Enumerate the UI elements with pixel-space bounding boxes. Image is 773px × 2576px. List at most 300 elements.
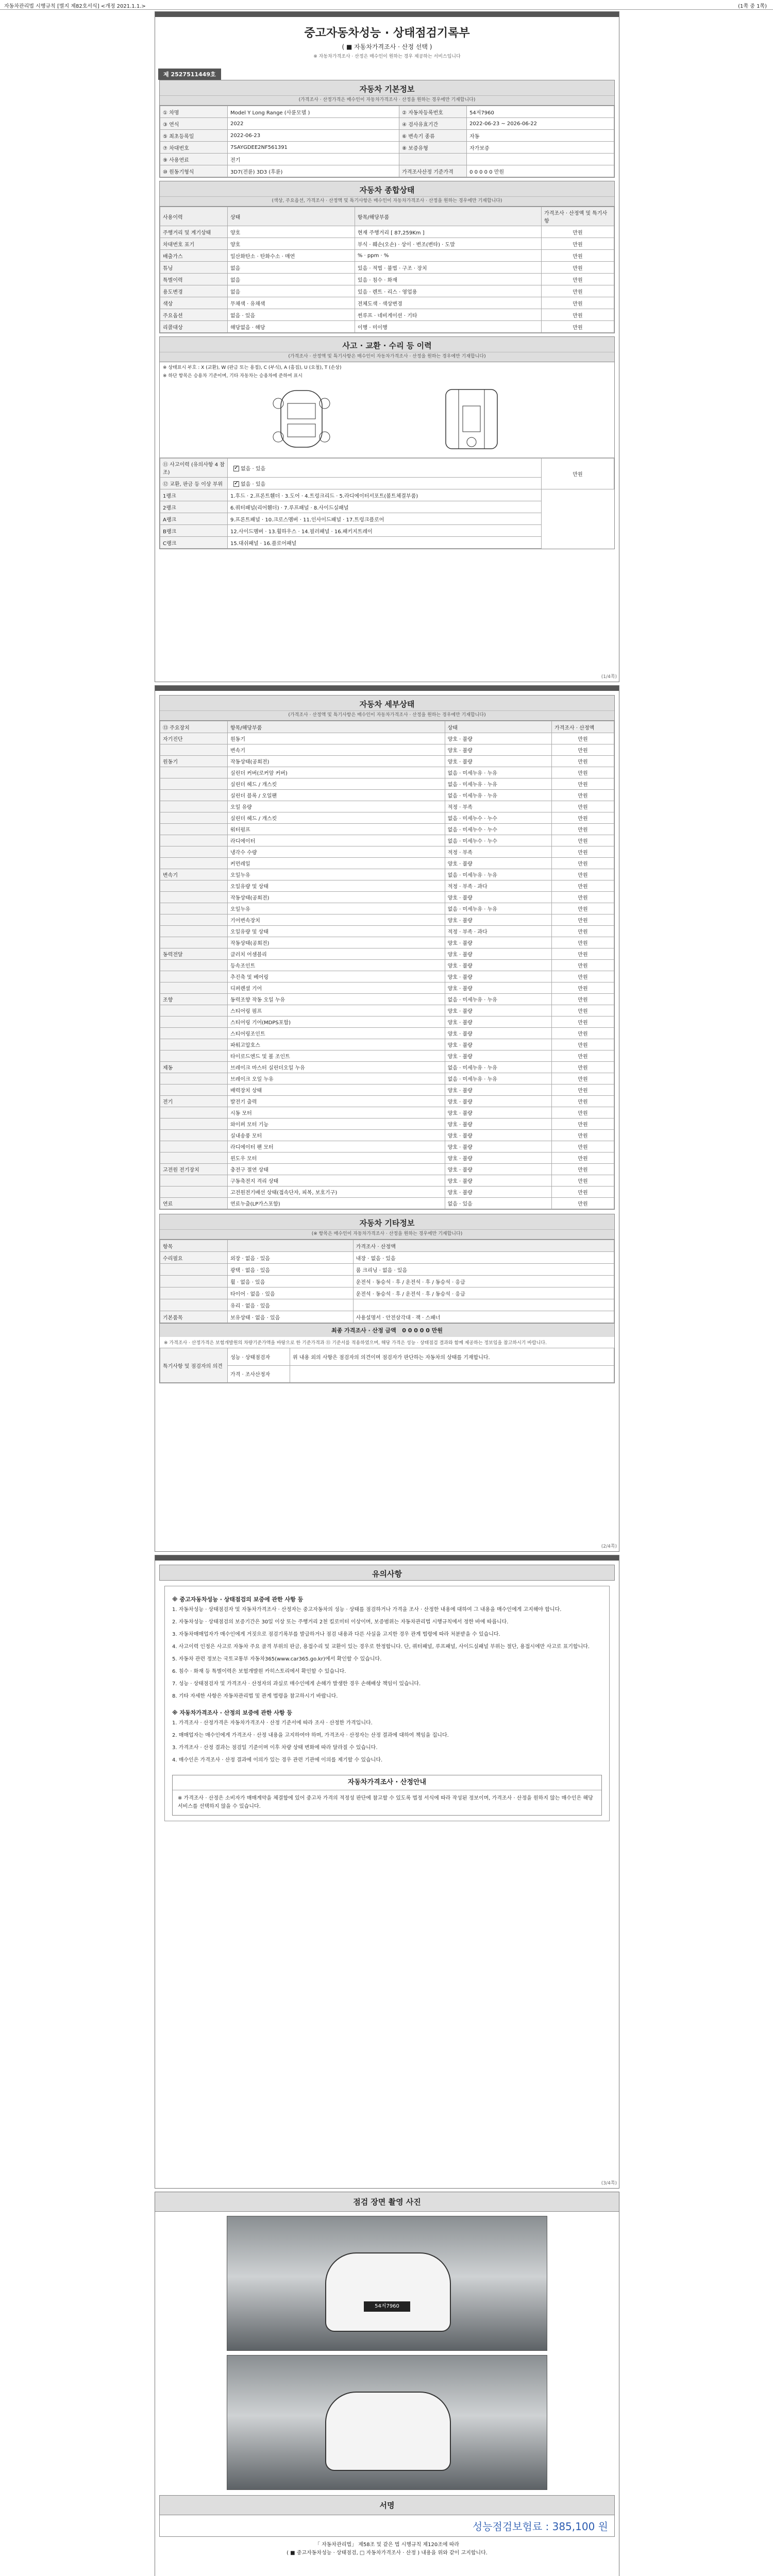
total-note: ※ 가격조사 · 산정가격은 보험개발원의 차량기준가액을 바탕으로 한 기준가격과 ⑪ 기준서를 적용하였으며, 해당 가격은 성능 · 상태점검 결과와 함께 제공하는 정보임을 참고하시기 바랍니다. [164, 1341, 547, 1346]
detail-group [160, 1153, 228, 1164]
checkbox-checked-icon [233, 481, 239, 487]
inspection-photo-front [227, 2216, 547, 2351]
basic-label: ⑩ 원동기형식 [160, 165, 228, 177]
other-item-a: 휠 · 없음 · 있음 [228, 1276, 354, 1287]
detail-state: 양호 · 불량 [445, 1118, 551, 1130]
detail-price: 만원 [552, 835, 614, 846]
detail-col-header: 상태 [445, 721, 551, 733]
detail-price: 만원 [552, 778, 614, 790]
detail-row [160, 1062, 614, 1073]
detail-state: 양호 · 불량 [445, 1050, 551, 1062]
confirm-box [172, 1775, 602, 1816]
detail-state: 양호 · 불량 [445, 892, 551, 903]
detail-row [160, 1130, 614, 1141]
form-reference: 자동차관리법 시행규칙 [별지 제82호서식] <개정 2021.1.1.> [4, 4, 146, 9]
detail-state: 양호 · 불량 [445, 858, 551, 869]
summary-item: 특별이력 [160, 274, 228, 285]
detail-group: 조향 [160, 994, 228, 1005]
summary-detail: 이행 · 미이행 [355, 321, 541, 333]
detail-part: 냉각수 수량 [228, 846, 445, 858]
summary-detail: 있음 · 렌트 · 리스 · 영업용 [355, 285, 541, 297]
accident-parts: 1.후드 · 2.프론트휀더 · 3.도어 · 4.트렁크리드 · 5.라디에이터서포트(볼트체결부품) [228, 489, 542, 501]
summary-price: 만원 [542, 297, 614, 309]
detail-price: 만원 [552, 1130, 614, 1141]
detail-row [160, 846, 614, 858]
detail-state: 없음 · 미세누유 · 누유 [445, 869, 551, 880]
basic-value [467, 154, 614, 165]
summary-state: 해당없음 · 해당 [228, 321, 355, 333]
summary-row [160, 274, 614, 285]
page-mark: (1/4쪽) [601, 674, 617, 680]
summary-row [160, 321, 614, 333]
other-row [160, 1264, 614, 1276]
detail-group [160, 835, 228, 846]
special-inspector: 성능 · 상태점검자 [228, 1348, 290, 1366]
other-item-b: 내장 · 없음 · 있음 [353, 1252, 614, 1264]
detail-part: 원동기 [228, 733, 445, 744]
detail-price: 만원 [552, 1175, 614, 1187]
detail-row [160, 824, 614, 835]
detail-group [160, 1050, 228, 1062]
checkbox-checked-icon [233, 466, 239, 471]
other-group [160, 1264, 228, 1276]
summary-row [160, 309, 614, 321]
detail-group [160, 824, 228, 835]
detail-state: 양호 · 불량 [445, 756, 551, 767]
page-3 [155, 1555, 619, 2189]
detail-part: 오일누유 [228, 903, 445, 914]
summary-item: 용도변경 [160, 285, 228, 297]
detail-group [160, 960, 228, 971]
other-group [160, 1276, 228, 1287]
detail-state: 없음 · 미세누수 · 누수 [445, 835, 551, 846]
detail-price: 만원 [552, 880, 614, 892]
detail-row [160, 1107, 614, 1118]
accident-group-row [160, 501, 614, 513]
page-2 [155, 685, 619, 1552]
other-item-a: 외장 · 없음 · 있음 [228, 1252, 354, 1264]
detail-price: 만원 [552, 756, 614, 767]
detail-row [160, 1005, 614, 1016]
detail-price: 만원 [552, 1084, 614, 1096]
detail-row [160, 835, 614, 846]
basic-value: 전기 [228, 154, 399, 165]
summary-table [160, 207, 614, 333]
detail-row [160, 812, 614, 824]
detail-group [160, 971, 228, 982]
accident-rank: C랭크 [160, 537, 228, 549]
basic-info-row [160, 118, 614, 130]
detail-state: 없음 · 미세누유 · 누유 [445, 1073, 551, 1084]
detail-part: 파워고압호스 [228, 1039, 445, 1050]
special-appraiser: 가격 · 조사산정자 [228, 1365, 290, 1383]
detail-part: 윈도우 모터 [228, 1153, 445, 1164]
accident-parts: 9.프론트패널 · 10.크로스멤버 · 11.인사이드패널 · 17.트렁크플로어 [228, 513, 542, 525]
detail-state: 양호 · 불량 [445, 744, 551, 756]
other-row [160, 1276, 614, 1287]
detail-row [160, 971, 614, 982]
total-label: 최종 가격조사 · 산정 금액 [331, 1327, 396, 1334]
notice-item: 4. 사고이력 인정은 사고로 자동차 주요 골격 부위의 판금, 용접수리 및 교환이 있는 경우로 한정합니다. 단, 쿼터패널, 루프패널, 사이드실패널 부위는 절단, 용접시에만 사고로 표기합니다. [172, 1644, 590, 1650]
detail-part: 워터펌프 [228, 824, 445, 835]
detail-state: 양호 · 불량 [445, 937, 551, 948]
basic-value: 2022-06-23 [228, 130, 399, 142]
detail-group [160, 1073, 228, 1084]
summary-col-header: 가격조사 · 산정액 및 특기사항 [542, 207, 614, 226]
summary-price: 만원 [542, 321, 614, 333]
detail-row [160, 1028, 614, 1039]
accident-group-row [160, 489, 614, 501]
detail-price: 만원 [552, 1118, 614, 1130]
other-group: 기본품목 [160, 1311, 228, 1323]
detail-price: 만원 [552, 903, 614, 914]
basic-label: ④ 검사유효기간 [399, 118, 467, 130]
basic-value: 2022 [228, 118, 399, 130]
notice-section [159, 1565, 615, 1821]
detail-state: 양호 · 불량 [445, 1175, 551, 1187]
detail-state: 적정 · 부족 [445, 846, 551, 858]
other-item-b: 사용설명서 · 안전삼각대 · 잭 · 스패너 [353, 1311, 614, 1323]
detail-part: 브레이크 오일 누유 [228, 1073, 445, 1084]
detail-price: 만원 [552, 1198, 614, 1209]
detail-state: 양호 · 불량 [445, 960, 551, 971]
other-group: 수리필요 [160, 1252, 228, 1264]
basic-label: ⑥ 변속기 종류 [399, 130, 467, 142]
detail-group [160, 926, 228, 937]
accident-parts: 12.사이드멤버 · 13.휠하우스 · 14.필러패널 · 16.패키지트레이 [228, 525, 542, 537]
notice-item: 8. 기타 자세한 사항은 자동차관리법 및 관계 법령을 참고하시기 바랍니다. [172, 1693, 338, 1699]
summary-item: 색상 [160, 297, 228, 309]
detail-part: 실린더 헤드 / 개스킷 [228, 812, 445, 824]
detail-state: 양호 · 불량 [445, 1016, 551, 1028]
other-item-b [353, 1299, 614, 1311]
summary-row [160, 297, 614, 309]
detail-state: 양호 · 불량 [445, 1164, 551, 1175]
document-number: 제 2527511449호 [158, 69, 221, 80]
detail-part: 구동축전지 격리 상태 [228, 1175, 445, 1187]
basic-info-row [160, 142, 614, 154]
detail-group [160, 846, 228, 858]
detail-part: 오일유량 및 상태 [228, 926, 445, 937]
detail-price: 만원 [552, 1107, 614, 1118]
detail-state: 적정 · 부족 [445, 801, 551, 812]
detail-group [160, 1039, 228, 1050]
basic-info-note: (가격조사 · 산정가격은 매수인이 자동차가격조사 · 산정을 원하는 경우에만 기재합니다) [160, 96, 614, 106]
page-mark: (3/4쪽) [601, 2181, 617, 2186]
summary-title: 자동차 종합상태 [160, 181, 614, 197]
detail-part: 오일누유 [228, 869, 445, 880]
detail-part: 작동상태(공회전) [228, 756, 445, 767]
basic-value: 3D7(전륜) 3D3 (후륜) [228, 165, 399, 177]
detail-state: 양호 · 불량 [445, 1187, 551, 1198]
detail-row [160, 948, 614, 960]
other-item-a: 광택 · 없음 · 있음 [228, 1264, 354, 1276]
detail-state: 없음 · 미세누수 · 누수 [445, 812, 551, 824]
detail-state: 양호 · 불량 [445, 1096, 551, 1107]
summary-detail: 있음 · 적법 · 불법 · 구조 · 장치 [355, 262, 541, 274]
detail-price: 만원 [552, 926, 614, 937]
notice-item: 4. 매수인은 가격조사 · 산정 결과에 이의가 있는 경우 관련 기관에 이의를 제기할 수 있습니다. [172, 1757, 383, 1763]
detail-row [160, 1039, 614, 1050]
detail-row [160, 790, 614, 801]
other-col-header: 가격조사 · 산정액 [353, 1240, 614, 1252]
basic-value: Model Y Long Range (사륜모델 ) [228, 106, 399, 118]
detail-part: 오일 유량 [228, 801, 445, 812]
accident-legend-2: ※ 하단 항목은 승용차 기준이며, 기타 자동차는 승용차에 준하여 표시 [163, 374, 303, 379]
detail-group [160, 790, 228, 801]
summary-detail: 썬루프 · 네비게이션 · 기타 [355, 309, 541, 321]
total-value: 0 0 0 0 0 만원 [402, 1327, 443, 1334]
detail-state: 양호 · 불량 [445, 1039, 551, 1050]
detail-note: (가격조사 · 산정액 및 특기사항은 매수인이 자동차가격조사 · 산정을 원하는 경우에만 기재합니다) [160, 711, 614, 721]
detail-state: 적정 · 부족 · 과다 [445, 926, 551, 937]
detail-state: 양호 · 불량 [445, 1107, 551, 1118]
detail-row [160, 914, 614, 926]
photos-title: 점검 장면 촬영 사진 [155, 2192, 619, 2212]
detail-group: 원동기 [160, 756, 228, 767]
detail-state: 양호 · 불량 [445, 1141, 551, 1153]
detail-part: 충전구 절연 상태 [228, 1164, 445, 1175]
detail-part: 실린더 커버(로커암 커버) [228, 767, 445, 778]
detail-row [160, 1153, 614, 1164]
detail-part: 고전원전기배선 상태(접속단자, 피복, 보호기구) [228, 1187, 445, 1198]
insurance-fee [159, 2515, 615, 2537]
detail-price: 만원 [552, 892, 614, 903]
detail-part: 배력장치 상태 [228, 1084, 445, 1096]
detail-row [160, 1073, 614, 1084]
basic-label: ⑤ 최초등록일 [160, 130, 228, 142]
detail-price: 만원 [552, 1096, 614, 1107]
accident-legend: ※ 상태표시 부호 : X (교환), W (판금 또는 용접), C (부식), A (흠집), U (요철), T (손상) [163, 365, 342, 370]
accident-parts: 6.쿼터패널(리어휀더) · 7.루프패널 · 8.사이드실패널 [228, 501, 542, 513]
detail-price: 만원 [552, 869, 614, 880]
detail-price: 만원 [552, 1039, 614, 1050]
detail-part: 실내송풍 모터 [228, 1130, 445, 1141]
summary-state: 양호 [228, 238, 355, 250]
detail-state: 양호 · 불량 [445, 1028, 551, 1039]
accident-section [159, 336, 615, 549]
detail-part: 변속기 [228, 744, 445, 756]
detail-part: 추진축 및 베어링 [228, 971, 445, 982]
detail-price: 만원 [552, 1073, 614, 1084]
basic-info-row [160, 165, 614, 177]
accident-note: (가격조사 · 산정액 및 특기사항은 매수인이 자동차가격조사 · 산정을 원하는 경우에만 기재합니다) [160, 352, 614, 362]
notice-item: 5. 자동차 관련 정보는 국토교통부 자동차365(www.car365.go.kr)에서 확인할 수 있습니다. [172, 1656, 382, 1662]
summary-row [160, 226, 614, 238]
detail-group [160, 1005, 228, 1016]
detail-state: 양호 · 불량 [445, 1130, 551, 1141]
summary-state: 없음 [228, 285, 355, 297]
detail-price: 만원 [552, 982, 614, 994]
detail-group [160, 1187, 228, 1198]
special-table [160, 1348, 614, 1383]
detail-price: 만원 [552, 1187, 614, 1198]
summary-price: 만원 [542, 274, 614, 285]
detail-state: 적정 · 부족 · 과다 [445, 880, 551, 892]
summary-price: 만원 [542, 285, 614, 297]
accident-rank: B랭크 [160, 525, 228, 537]
detail-price: 만원 [552, 960, 614, 971]
car-photo-icon [325, 2252, 451, 2332]
special-text: 위 내용 외의 사항은 점검자의 의견이며 점검자가 판단하는 자동차의 상태를 기재합니다. [290, 1348, 614, 1366]
detail-row [160, 1175, 614, 1187]
detail-group [160, 982, 228, 994]
notice-item: 1. 자동차성능 · 상태점검자 및 자동차가격조사 · 산정자는 중고자동차의 성능 · 상태를 점검하거나 가격을 조사 · 산정한 내용에 대하여 그 내용을 매수인에게 고지해야 합니다. [172, 1607, 562, 1613]
sign-title: 서명 [159, 2495, 615, 2515]
document-header-strip [0, 0, 773, 10]
summary-detail: % · ppm · % [355, 250, 541, 262]
summary-item: 리콜대상 [160, 321, 228, 333]
detail-row [160, 869, 614, 880]
summary-item: 주요옵션 [160, 309, 228, 321]
page-1 [155, 11, 619, 682]
detail-part: 스티어링 기어(MDPS포함) [228, 1016, 445, 1028]
detail-price: 만원 [552, 971, 614, 982]
detail-part: 커먼레일 [228, 858, 445, 869]
detail-group: 전기 [160, 1096, 228, 1107]
car-photo-icon [325, 2392, 451, 2471]
other-table [160, 1240, 614, 1323]
summary-col-header: 상태 [228, 207, 355, 226]
detail-part: 시동 모터 [228, 1107, 445, 1118]
detail-group [160, 1107, 228, 1118]
summary-price: 만원 [542, 226, 614, 238]
basic-info-title: 자동차 기본정보 [160, 80, 614, 96]
detail-part: 디퍼렌셜 기어 [228, 982, 445, 994]
detail-group [160, 937, 228, 948]
detail-price: 만원 [552, 733, 614, 744]
detail-row [160, 1118, 614, 1130]
detail-row [160, 756, 614, 767]
car-front-view-icon [258, 385, 345, 452]
detail-row [160, 994, 614, 1005]
other-col-header: 항목 [160, 1240, 228, 1252]
detail-row [160, 1096, 614, 1107]
summary-row [160, 285, 614, 297]
basic-label: 가격조사산정 기준가격 [399, 165, 467, 177]
summary-state: 일산화탄소 · 탄화수소 · 매연 [228, 250, 355, 262]
confirm-title: 자동차가격조사 · 산정안내 [173, 1775, 601, 1790]
basic-value: 자동 [467, 130, 614, 142]
other-item-b: 운전석 · 동승석 · 후 / 운전석 · 후 / 동승석 · 응급 [353, 1276, 614, 1287]
detail-part: 와이퍼 모터 기능 [228, 1118, 445, 1130]
summary-price: 만원 [542, 309, 614, 321]
detail-group [160, 1130, 228, 1141]
detail-price: 만원 [552, 937, 614, 948]
summary-col-header: 사용이력 [160, 207, 228, 226]
detail-row [160, 744, 614, 756]
basic-label: ② 자동차등록번호 [399, 106, 467, 118]
detail-group [160, 767, 228, 778]
other-item-b: 운전석 · 동승석 · 후 / 운전석 · 후 / 동승석 · 응급 [353, 1287, 614, 1299]
detail-price: 만원 [552, 1164, 614, 1175]
page-count: (1쪽 중 1쪽) [738, 4, 767, 9]
other-row [160, 1311, 614, 1323]
document-note: ※ 자동차가격조사 · 산정은 매수인이 원하는 경우 제공하는 서비스입니다 [313, 54, 461, 59]
detail-part: 클러치 어셈블리 [228, 948, 445, 960]
detail-state: 없음 · 미세누유 · 누유 [445, 767, 551, 778]
basic-info-section [159, 80, 615, 178]
detail-table [160, 721, 614, 1209]
detail-group [160, 903, 228, 914]
document-title: 중고자동차성능 · 상태점검기록부 [304, 27, 470, 40]
basic-info-row [160, 106, 614, 118]
accident-group-row [160, 513, 614, 525]
detail-row [160, 858, 614, 869]
detail-row [160, 1198, 614, 1209]
car-frame-view-icon [428, 385, 515, 452]
detail-row [160, 733, 614, 744]
notice-item: 6. 침수 · 화재 등 특별이력은 보험개발원 카히스토리에서 확인할 수 있습니다. [172, 1669, 346, 1674]
fee-label: 성능점검보험료 : [472, 2520, 549, 2533]
summary-detail: 현재 주행거리 [ 87,259Km ] [355, 226, 541, 238]
detail-price: 만원 [552, 1062, 614, 1073]
detail-row [160, 1187, 614, 1198]
detail-row [160, 1141, 614, 1153]
summary-row [160, 250, 614, 262]
detail-part: 발전기 출력 [228, 1096, 445, 1107]
detail-price: 만원 [552, 790, 614, 801]
accident-table [160, 458, 614, 549]
notice-box [164, 1586, 610, 1821]
other-item-b: 룸 크리닝 · 없음 · 있음 [353, 1264, 614, 1276]
detail-part: 기어변속장치 [228, 914, 445, 926]
detail-state: 양호 · 불량 [445, 1084, 551, 1096]
other-col-header [228, 1240, 354, 1252]
other-item-a: 타이어 · 없음 · 있음 [228, 1287, 354, 1299]
detail-group [160, 914, 228, 926]
page-4 [155, 2192, 619, 2576]
detail-price: 만원 [552, 994, 614, 1005]
detail-row [160, 1164, 614, 1175]
page-top-bar [155, 686, 619, 691]
detail-price: 만원 [552, 1028, 614, 1039]
page-top-bar [155, 12, 619, 17]
other-note: (※ 항목은 매수인이 자동차가격조사 · 산정을 원하는 경우에만 기재합니다) [160, 1230, 614, 1240]
detail-state: 없음 · 미세누유 · 누유 [445, 994, 551, 1005]
detail-group: 제동 [160, 1062, 228, 1073]
detail-state: 양호 · 불량 [445, 982, 551, 994]
detail-part: 동력조향 작동 오일 누유 [228, 994, 445, 1005]
summary-col-header: 항목/해당부품 [355, 207, 541, 226]
accident-parts: 15.대쉬패널 · 16.플로어패널 [228, 537, 542, 549]
detail-row [160, 903, 614, 914]
sign-footer-line-1: 「 자동차관리법」 제58조 및 같은 법 시행규칙 제120조에 따라 [314, 2542, 460, 2548]
detail-part: 연료누출(LP가스포함) [228, 1198, 445, 1209]
summary-state: 없음 [228, 274, 355, 285]
other-group [160, 1287, 228, 1299]
special-label: 특기사항 및 점검자의 의견 [160, 1348, 228, 1383]
detail-state: 없음 · 미세누수 · 누수 [445, 824, 551, 835]
basic-label [399, 154, 467, 165]
basic-info-row [160, 154, 614, 165]
summary-section [159, 181, 615, 333]
detail-group [160, 801, 228, 812]
detail-part: 실린더 헤드 / 개스킷 [228, 778, 445, 790]
other-item-a: 유리 · 없음 · 있음 [228, 1299, 354, 1311]
notice-subtitle-1: ※ 중고자동차성능 · 상태점검의 보증에 관한 사항 등 [172, 1596, 304, 1603]
detail-state: 없음 · 미세누유 · 누유 [445, 1062, 551, 1073]
basic-info-row [160, 130, 614, 142]
other-item-a: 보유상태 · 없음 · 있음 [228, 1311, 354, 1323]
sign-footer [159, 2541, 615, 2557]
detail-row [160, 937, 614, 948]
detail-group [160, 1141, 228, 1153]
detail-state: 없음 · 미세누유 · 누유 [445, 790, 551, 801]
notice-subtitle-2: ※ 자동차가격조사 · 산정의 보증에 관한 사항 등 [172, 1709, 292, 1716]
detail-group [160, 1016, 228, 1028]
summary-note: (색상, 주요옵션, 가격조사 · 산정액 및 특기사항은 매수인이 자동차가격조사 · 산정을 원하는 경우에만 기재합니다) [160, 197, 614, 207]
